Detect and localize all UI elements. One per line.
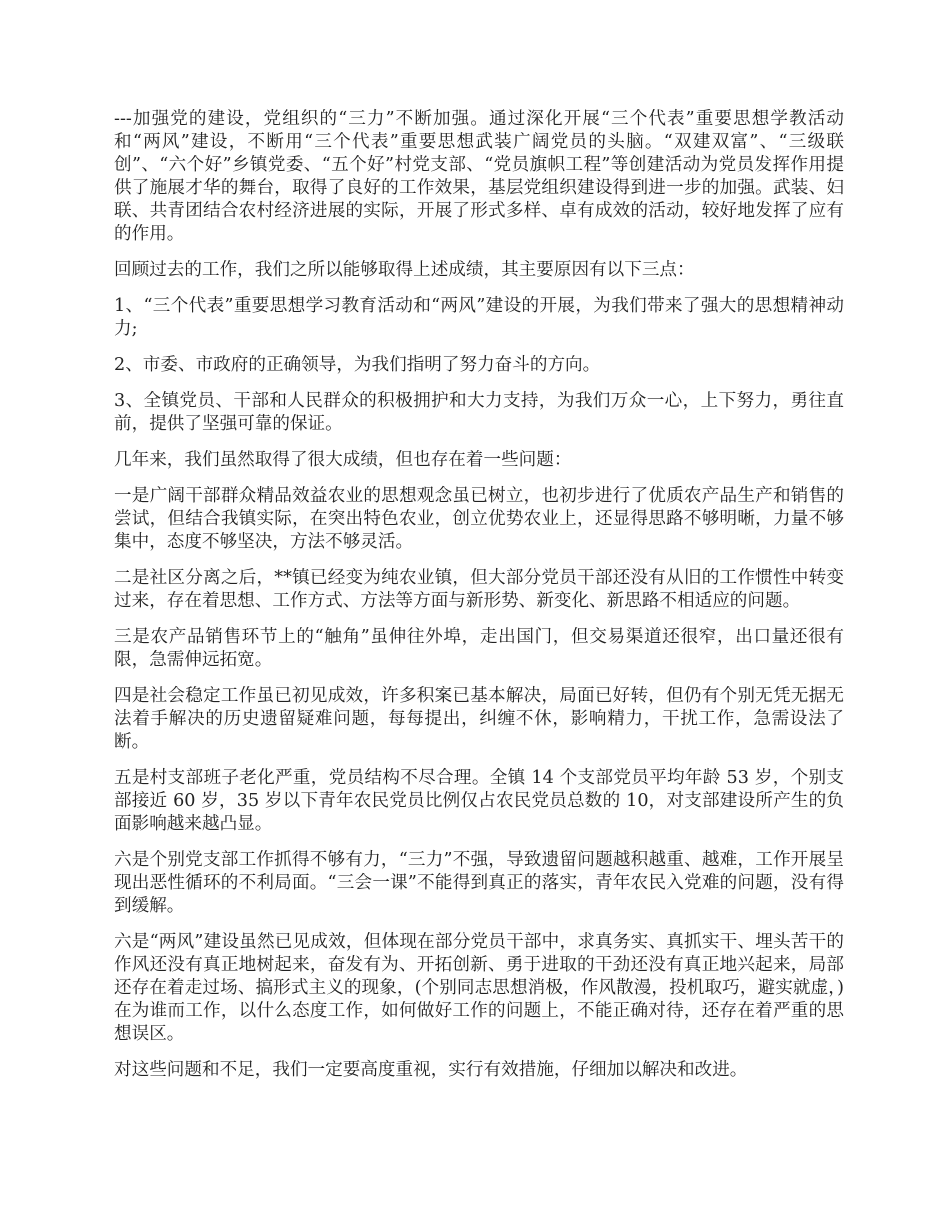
paragraph-party-building: ---加强党的建设，党组织的“三力”不断加强。通过深化开展“三个代表”重要思想学教活动和“两风”建设，不断用“三个代表”重要思想武装广阔党员的头脑。“双建双富”、“三级联创”、“六个好”乡镇党委、“五个好”村党支部、“党员旗帜工程”等创建活动为党员发挥作用提供了施展才华的舞台，取得了良好的工作效果，基层党组织建设得到进一步的加强。武装、妇联、共青团结合农村经济进展的实际，开展了形式多样、卓有成效的活动，较好地发挥了应有的作用。: [114, 109, 844, 244]
paragraph-problem-2: 二是社区分离之后，**镇已经变为纯农业镇，但大部分党员干部还没有从旧的工作惯性中转变过来，存在着思想、工作方式、方法等方面与新形势、新变化、新思路不相适应的问题。: [114, 568, 844, 611]
paragraph-problems-intro: 几年来，我们虽然取得了很大成绩，但也存在着一些问题：: [114, 450, 572, 470]
paragraph-reason-2: 2、市委、市政府的正确领导，为我们指明了努力奋斗的方向。: [114, 355, 601, 375]
paragraph-problem-5: 五是村支部班子老化严重，党员结构不尽合理。全镇 14 个支部党员平均年龄 53 岁，个别支部接近 60 岁，35 岁以下青年农民党员比例仅占农民党员总数的 10，对支部建设所产生的负面影响越来越凸显。: [114, 768, 844, 834]
paragraph-reason-1: 1、“三个代表”重要思想学习教育活动和“两风”建设的开展，为我们带来了强大的思想精神动力;: [114, 296, 844, 339]
paragraph-review-intro: 回顾过去的工作，我们之所以能够取得上述成绩，其主要原因有以下三点：: [114, 260, 695, 280]
paragraph-problem-3: 三是农产品销售环节上的“触角”虽伸往外埠，走出国门，但交易渠道还很窄，出口量还很有限，急需伸远拓宽。: [114, 627, 844, 670]
paragraph-conclusion: 对这些问题和不足，我们一定要高度重视，实行有效措施，仔细加以解决和改进。: [114, 1060, 748, 1080]
paragraph-reason-3: 3、全镇党员、干部和人民群众的积极拥护和大力支持，为我们万众一心，上下努力，勇往直前，提供了坚强可靠的保证。: [114, 391, 844, 434]
paragraph-problem-1: 一是广阔干部群众精品效益农业的思想观念虽已树立，也初步进行了优质农产品生产和销售的尝试，但结合我镇实际，在突出特色农业，创立优势农业上，还显得思路不够明晰，力量不够集中，态度不够坚决，方法不够灵活。: [114, 486, 844, 552]
document-body: [114, 108, 844, 1095]
paragraph-problem-4: 四是社会稳定工作虽已初见成效，许多积案已基本解决，局面已好转，但仍有个别无凭无据无法着手解决的历史遗留疑难问题，每每提出，纠缠不休，影响精力，干扰工作，急需设法了断。: [114, 686, 844, 752]
paragraph-problem-6b: 六是“两风”建设虽然已见成效，但体现在部分党员干部中，求真务实、真抓实干、埋头苦干的作风还没有真正地树起来，奋发有为、开拓创新、勇于进取的干劲还没有真正地兴起来，局部还存在着走过场、搞形式主义的现象，(个别同志思想消极，作风散漫，投机取巧，避实就虚，)在为谁而工作，以什么态度工作，如何做好工作的问题上，不能正确对待，还存在着严重的思想误区。: [114, 932, 844, 1044]
paragraph-problem-6a: 六是个别党支部工作抓得不够有力，“三力”不强，导致遗留问题越积越重、越难，工作开展呈现出恶性循环的不利局面。“三会一课”不能得到真正的落实，青年农民入党难的问题，没有得到缓解。: [114, 850, 844, 916]
